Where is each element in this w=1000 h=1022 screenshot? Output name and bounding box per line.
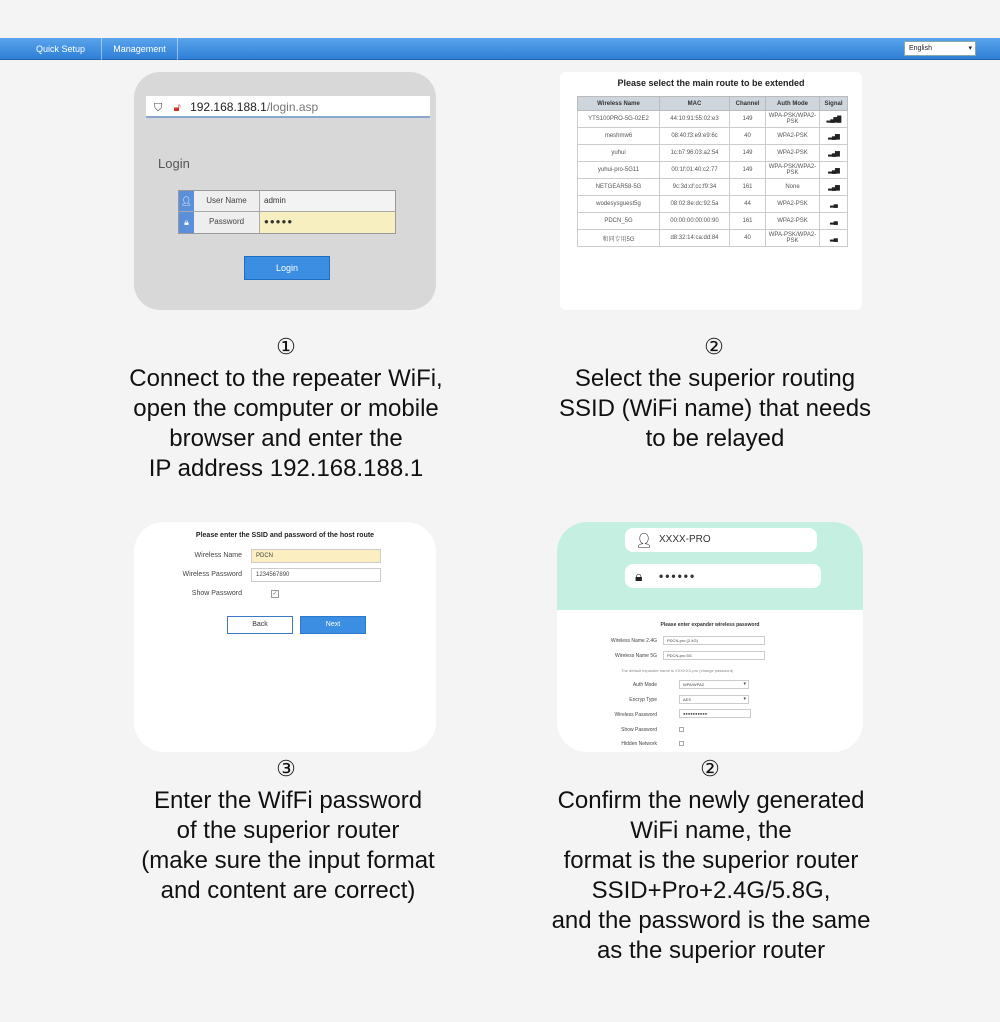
step-1-caption bbox=[86, 364, 486, 484]
caption-line: IP address 192.168.188.1 bbox=[148, 455, 424, 482]
signal-icon: ▂▄▆ bbox=[820, 179, 848, 196]
address-bar[interactable] bbox=[146, 96, 430, 118]
cell-name: 和同专用5G bbox=[578, 230, 660, 247]
cell-mac: 08:02:8e:dc:92:5a bbox=[660, 196, 730, 213]
caption-line: (make sure the input format bbox=[141, 847, 435, 874]
step-3-number: ③ bbox=[276, 756, 296, 781]
caption-line: SSID (WiFi name) that needs bbox=[558, 395, 872, 422]
encrypt-type-select[interactable]: AES ▾ bbox=[679, 695, 749, 704]
credentials-panel bbox=[557, 522, 863, 610]
cell-name: PDCN_5G bbox=[578, 213, 660, 230]
cell-mac: 00:00:00:00:00:90 bbox=[660, 213, 730, 230]
cell-channel: 40 bbox=[730, 230, 766, 247]
table-row[interactable] bbox=[578, 162, 848, 179]
auth-mode-select[interactable]: WPA/WPA2 ▾ bbox=[679, 680, 749, 689]
expander-title: Please enter expander wireless password bbox=[660, 622, 760, 628]
col-wireless-name: Wireless Name bbox=[578, 97, 660, 111]
signal-icon: ▂▄ bbox=[820, 213, 848, 230]
lock-icon: 🔒︎ bbox=[179, 212, 194, 233]
expander-screenshot bbox=[557, 522, 863, 752]
name5-input[interactable]: PDCN-pro 5G bbox=[663, 651, 765, 660]
expander-username-value: XXXX-PRO bbox=[659, 534, 711, 545]
step-1-number: ① bbox=[276, 334, 296, 359]
step-2-number: ② bbox=[704, 334, 724, 359]
lock-icon: 🔒︎ bbox=[635, 568, 643, 584]
name24-input[interactable]: PDCN-pro (2.4G) bbox=[663, 636, 765, 645]
step-4-caption bbox=[506, 786, 916, 966]
password-input[interactable]: ●●●●● bbox=[260, 212, 395, 233]
hidden-network-checkbox[interactable] bbox=[679, 741, 684, 746]
caption-line: format is the superior router bbox=[563, 847, 859, 874]
wireless-password-input[interactable]: 1234567890 bbox=[251, 568, 381, 582]
cell-name: yuhui bbox=[578, 145, 660, 162]
cell-auth: WPA-PSK/WPA2-PSK bbox=[766, 162, 820, 179]
cell-name: wodesysguest5g bbox=[578, 196, 660, 213]
language-value: English bbox=[909, 45, 932, 52]
cell-auth: WPA2-PSK bbox=[766, 196, 820, 213]
wireless-name-label: Wireless Name bbox=[194, 552, 242, 559]
cell-auth: WPA2-PSK bbox=[766, 213, 820, 230]
host-route-screenshot bbox=[134, 522, 436, 752]
route-table bbox=[577, 96, 848, 247]
language-select[interactable] bbox=[904, 41, 976, 56]
cell-mac: 00:1f:01:40:c2:77 bbox=[660, 162, 730, 179]
username-label: User Name bbox=[194, 191, 260, 211]
tab-management[interactable]: Management bbox=[102, 38, 178, 60]
cell-name: yuhui-pro-5G11 bbox=[578, 162, 660, 179]
chevron-down-icon: ▾ bbox=[968, 45, 972, 52]
encrypt-type-label: Encryp Type bbox=[629, 697, 657, 703]
col-signal: Signal bbox=[820, 97, 848, 111]
cell-mac: 1c:b7:96:03:a2:54 bbox=[660, 145, 730, 162]
cell-mac: 44:10:91:55:02:e3 bbox=[660, 111, 730, 128]
top-nav-bar bbox=[0, 38, 1000, 60]
expander-password-input[interactable]: ●●●●●●●●●● bbox=[679, 709, 751, 718]
cell-mac: d8:32:14:ca:dd:84 bbox=[660, 230, 730, 247]
cell-auth: WPA-PSK/WPA2-PSK bbox=[766, 111, 820, 128]
step-3-caption bbox=[86, 786, 490, 906]
caption-line: WiFi name, the bbox=[630, 817, 792, 844]
caption-line: as the superior router bbox=[596, 937, 826, 964]
table-row[interactable] bbox=[578, 230, 848, 247]
expander-password-label: Wireless Password bbox=[614, 712, 657, 718]
password-row bbox=[179, 212, 395, 233]
address-host: 192.168.188.1 bbox=[190, 100, 267, 114]
expander-show-password-label: Show Password bbox=[621, 727, 657, 733]
caption-line: Connect to the repeater WiFi, bbox=[129, 365, 443, 392]
cell-auth: WPA2-PSK bbox=[766, 128, 820, 145]
table-row[interactable] bbox=[578, 145, 848, 162]
caption-line: browser and enter the bbox=[169, 425, 403, 452]
route-table-screenshot bbox=[560, 72, 862, 310]
insecure-lock-icon: 🔓︎ bbox=[173, 102, 181, 114]
signal-icon: ▂▄ bbox=[820, 196, 848, 213]
login-screenshot bbox=[134, 72, 436, 310]
cell-name: NETGEAR58-5G bbox=[578, 179, 660, 196]
cell-mac: 08:40:f3:e9:e9:6c bbox=[660, 128, 730, 145]
col-auth-mode: Auth Mode bbox=[766, 97, 820, 111]
col-channel: Channel bbox=[730, 97, 766, 111]
table-row[interactable] bbox=[578, 111, 848, 128]
cell-channel: 149 bbox=[730, 145, 766, 162]
password-label: Password bbox=[194, 212, 260, 233]
caption-line: Select the superior routing bbox=[574, 365, 856, 392]
signal-icon: ▂▄▆█ bbox=[820, 111, 848, 128]
show-password-checkbox[interactable]: ✓ bbox=[272, 591, 278, 597]
default-name-note: The default expander name is XXXXXX-pro (change password) bbox=[621, 668, 734, 673]
wireless-name-input[interactable]: PDCN bbox=[251, 549, 381, 563]
login-form bbox=[178, 190, 396, 234]
name5-label: Wireless Name 5G bbox=[615, 653, 657, 659]
table-row[interactable] bbox=[578, 179, 848, 196]
caption-line: Confirm the newly generated bbox=[557, 787, 865, 814]
login-button[interactable]: Login bbox=[244, 256, 330, 280]
shield-icon: ⛉ bbox=[154, 102, 163, 114]
col-mac: MAC bbox=[660, 97, 730, 111]
cell-channel: 149 bbox=[730, 111, 766, 128]
cell-channel: 44 bbox=[730, 196, 766, 213]
wireless-password-label: Wireless Password bbox=[182, 571, 242, 578]
cell-channel: 40 bbox=[730, 128, 766, 145]
caption-line: Enter the WifFi password bbox=[153, 787, 423, 814]
cell-channel: 161 bbox=[730, 213, 766, 230]
caption-line: and the password is the same bbox=[551, 907, 871, 934]
address-path: /login.asp bbox=[266, 100, 319, 114]
route-table-title: Please select the main route to be extended bbox=[617, 78, 805, 88]
expander-password-value: •••••• bbox=[659, 569, 697, 583]
name24-label: Wireless Name 2.4G bbox=[610, 638, 657, 644]
table-row[interactable] bbox=[578, 128, 848, 145]
cell-channel: 149 bbox=[730, 162, 766, 179]
caption-line: open the computer or mobile bbox=[133, 395, 439, 422]
expander-username-field[interactable] bbox=[625, 528, 817, 552]
cell-name: YTS100PRO-5G-02E2 bbox=[578, 111, 660, 128]
username-input[interactable]: admin bbox=[260, 191, 395, 211]
caption-line: of the superior router bbox=[176, 817, 400, 844]
back-button[interactable]: Back bbox=[227, 616, 293, 634]
cell-auth: WPA2-PSK bbox=[766, 145, 820, 162]
cell-auth: None bbox=[766, 179, 820, 196]
caption-line: and content are correct) bbox=[160, 877, 416, 904]
username-row bbox=[179, 191, 395, 212]
expander-password-field[interactable] bbox=[625, 564, 821, 588]
table-row[interactable] bbox=[578, 213, 848, 230]
cell-auth: WPA-PSK/WPA2-PSK bbox=[766, 230, 820, 247]
expander-show-password-checkbox[interactable] bbox=[679, 727, 684, 732]
cell-name: meshmw6 bbox=[578, 128, 660, 145]
signal-icon: ▂▄ bbox=[820, 230, 848, 247]
cell-mac: 9c:3d:cf:cc:f9:34 bbox=[660, 179, 730, 196]
signal-icon: ▂▄▆ bbox=[820, 145, 848, 162]
tab-quick-setup[interactable]: Quick Setup bbox=[20, 38, 102, 60]
login-title: Login bbox=[158, 156, 190, 171]
cell-channel: 161 bbox=[730, 179, 766, 196]
user-icon: 👤︎ bbox=[635, 532, 653, 548]
host-route-title: Please enter the SSID and password of the host route bbox=[195, 532, 375, 539]
step-4-number: ② bbox=[700, 756, 720, 781]
hidden-network-label: Hidden Network bbox=[621, 741, 657, 747]
caption-line: to be relayed bbox=[645, 425, 785, 452]
signal-icon: ▂▄▆ bbox=[820, 128, 848, 145]
user-icon: 👤︎ bbox=[179, 191, 194, 211]
table-row[interactable] bbox=[578, 196, 848, 213]
next-button[interactable]: Next bbox=[300, 616, 366, 634]
auth-mode-label: Auth Mode bbox=[632, 682, 657, 688]
caption-line: SSID+Pro+2.4G/5.8G, bbox=[591, 877, 831, 904]
signal-icon: ▂▄▆ bbox=[820, 162, 848, 179]
step-2-caption bbox=[510, 364, 920, 454]
show-password-label: Show Password bbox=[191, 590, 242, 597]
